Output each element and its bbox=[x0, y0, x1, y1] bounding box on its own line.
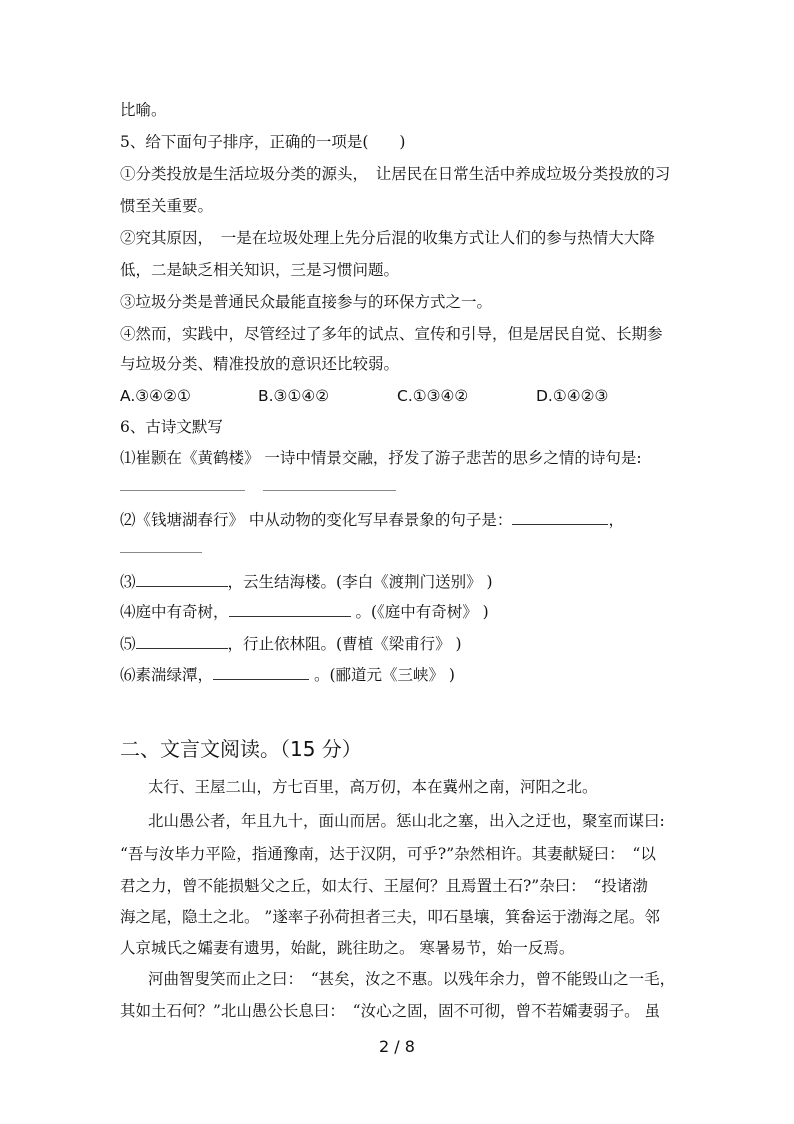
poem-item-3-number: ⑶ bbox=[120, 573, 136, 591]
poem-item-2 bbox=[120, 508, 624, 531]
poem-item-1: ⑴崔颢在《黄鹤楼》 一诗中情景交融，抒发了游子悲苦的思乡之情的诗句是: bbox=[120, 449, 642, 467]
poem-item-6-source: 。(郦道元《三峡》 ) bbox=[309, 666, 455, 684]
passage-line: 北山愚公者，年且九十，面山而居。惩山北之塞，出入之迂也，聚室而谋曰: bbox=[148, 812, 665, 830]
answer-blank bbox=[229, 600, 351, 617]
question-5-stem: 5、给下面句子排序，正确的一项是( ) bbox=[120, 133, 406, 151]
poem-item-2-text: ⑵《钱塘湖春行》 中从动物的变化写早春景象的句子是： bbox=[120, 511, 513, 529]
poem-item-5 bbox=[120, 632, 462, 655]
page-number: 2 / 8 bbox=[379, 1037, 415, 1056]
poem-item-4-source: 。(《庭中有奇树》 ) bbox=[350, 603, 489, 621]
poem-item-2-comma: ， bbox=[608, 511, 624, 529]
sentence-3: ③垃圾分类是普通民众最能直接参与的环保方式之一。 bbox=[120, 293, 493, 311]
passage-line: “吾与汝毕力平险，指通豫南，达于汉阴，可乎?”杂然相许。其妻献疑曰： “以 bbox=[120, 845, 656, 863]
answer-blank bbox=[120, 552, 202, 553]
text-line: 比喻。 bbox=[120, 101, 167, 119]
passage-line: 河曲智叟笑而止之曰： “甚矣，汝之不惠。以残年余力，曾不能毁山之一毛， bbox=[148, 970, 676, 988]
poem-item-5-number: ⑸ bbox=[120, 635, 136, 653]
poem-item-3 bbox=[120, 570, 493, 593]
option-c: C.①③④② bbox=[397, 387, 469, 405]
poem-item-3-text: ，云生结海楼。(李白《渡荆门送别》 ) bbox=[227, 573, 493, 591]
passage-line: 太行、王屋二山，方七百里，高万仞，本在冀州之南，河阳之北。 bbox=[148, 778, 598, 796]
answer-blank bbox=[120, 490, 245, 491]
option-a: A.③④②① bbox=[120, 387, 191, 405]
sentence-2: ②究其原因， 一是在垃圾处理上先分后混的收集方式让人们的参与热情大大降 bbox=[120, 229, 655, 247]
answer-blank bbox=[136, 632, 228, 649]
option-d: D.①④②③ bbox=[536, 387, 609, 405]
poem-item-6 bbox=[120, 663, 455, 686]
passage-line: 海之尾，隐土之北。 ”遂率子孙荷担者三夫，叩石垦壤，箕畚运于渤海之尾。邻 bbox=[120, 908, 660, 926]
section-heading: 二、文言文阅读。（15 分） bbox=[120, 737, 362, 761]
passage-line: 君之力，曾不能损魁父之丘，如太行、王屋何？且焉置土石?”杂曰： “投诸渤 bbox=[120, 877, 648, 895]
poem-item-4-text: ⑷庭中有奇树， bbox=[120, 603, 229, 621]
question-6-stem: 6、古诗文默写 bbox=[120, 418, 223, 436]
sentence-1: ①分类投放是生活垃圾分类的源头， 让居民在日常生活中养成垃圾分类投放的习 bbox=[120, 165, 671, 183]
sentence-2-cont: 低，二是缺乏相关知识，三是习惯问题。 bbox=[120, 261, 400, 279]
answer-blank bbox=[136, 570, 228, 587]
answer-blank bbox=[263, 490, 396, 491]
poem-item-4 bbox=[120, 600, 489, 623]
passage-line: 其如土石何？”北山愚公长息曰： “汝心之固，固不可彻，曾不若孀妻弱子。 虽 bbox=[120, 1002, 661, 1020]
option-b: B.③①④② bbox=[258, 387, 330, 405]
answer-blank bbox=[213, 663, 309, 680]
sentence-4-cont: 与垃圾分类、精准投放的意识还比较弱。 bbox=[120, 355, 400, 373]
poem-item-6-text: ⑹素湍绿潭， bbox=[120, 666, 214, 684]
passage-line: 人京城氏之孀妻有遗男，始龀，跳往助之。 寒暑易节，始一反焉。 bbox=[120, 939, 575, 957]
sentence-1-cont: 惯至关重要。 bbox=[120, 197, 214, 215]
answer-blank bbox=[512, 508, 608, 525]
sentence-4: ④然而，实践中，尽管经过了多年的试点、宣传和引导，但是居民自觉、长期参 bbox=[120, 325, 663, 343]
poem-item-5-text: ，行止依林阻。(曹植《梁甫行》 ) bbox=[227, 635, 462, 653]
